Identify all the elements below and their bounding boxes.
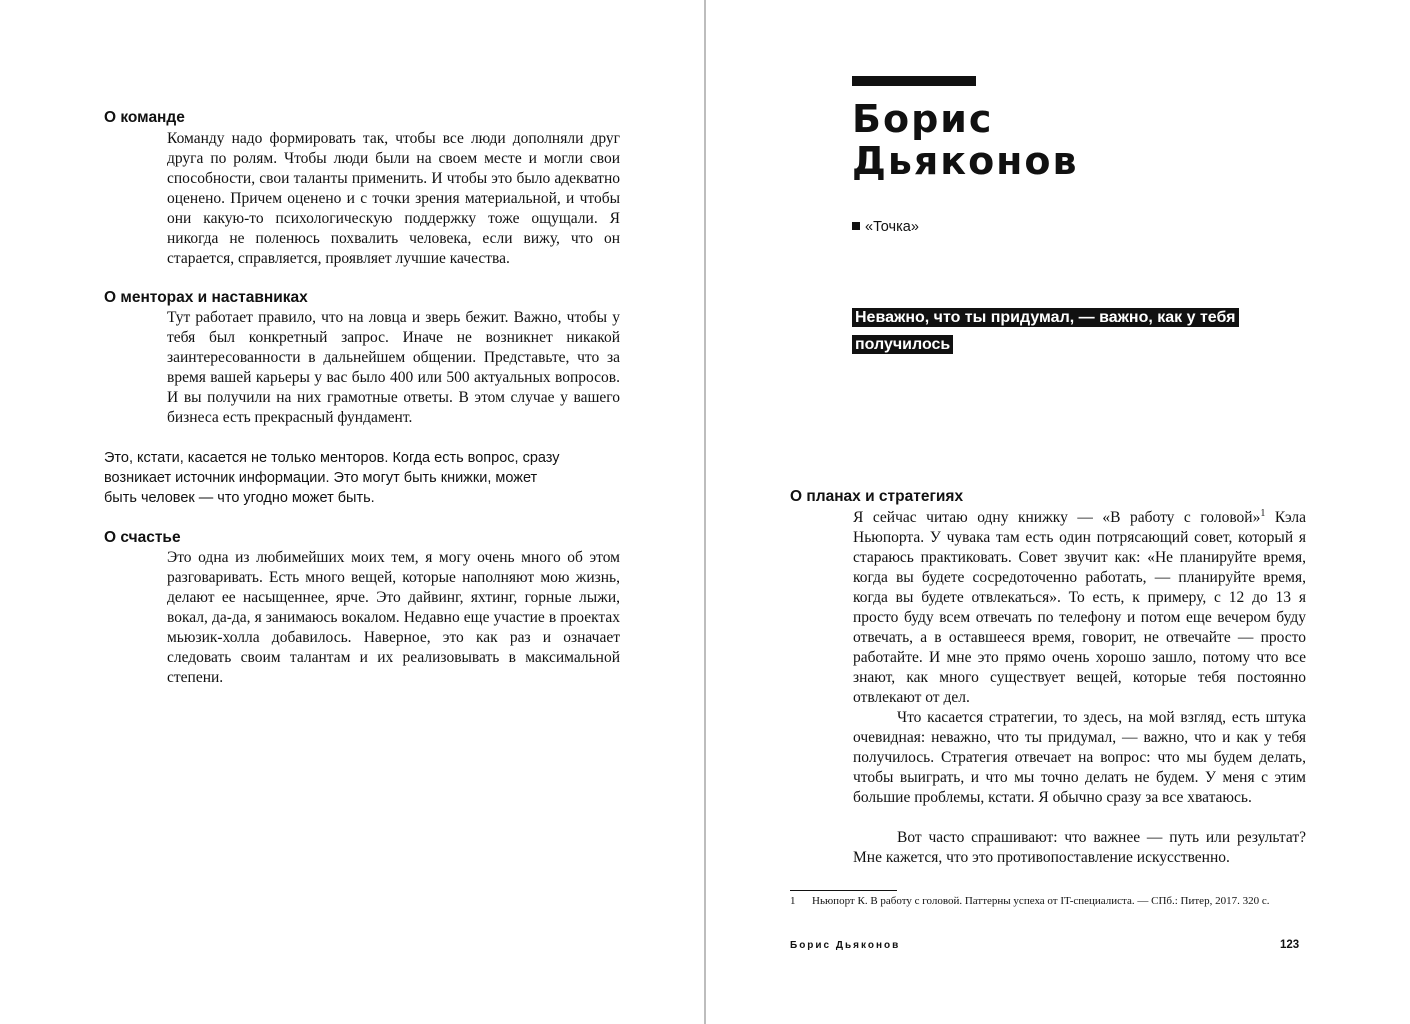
footnote-text: Ньюпорт К. В работу с головой. Паттерны успеха от IT-специалиста. — СПб.: Питер, 2017. 320 с. — [812, 895, 1270, 907]
paragraph-plans-1-start: Я сейчас читаю одну книжку — «В работу с головой» — [853, 509, 1261, 526]
company-name: «Точка» — [865, 219, 919, 235]
section-heading-plans: О планах и стратегиях — [790, 488, 964, 505]
person-name — [852, 98, 1079, 182]
right-page — [706, 0, 1410, 1024]
footnote-reference[interactable]: 1 — [1260, 507, 1266, 519]
company-label — [852, 218, 919, 236]
highlight-quote-text: Неважно, что ты придумал, — важно, как у тебя получилось — [852, 308, 1239, 354]
square-bullet-icon — [852, 222, 860, 230]
paragraph-plans-1 — [853, 508, 1306, 708]
section-text-happiness: Это одна из любимейших моих тем, я могу очень много об этом разговаривать. Есть много вещей, которые наполняют мою жизнь, делают ее насыщеннее, ярче. Это дайвинг, яхтинг, горные лыжи, вокал, да-да, я занимаюсь вокалом. Недавно еще участие в проектах мьюзик-холла добавилось. Наверное, это как раз и означает следовать своим талантам и их реализовывать в максимальной степени. — [167, 549, 620, 686]
standalone-paragraph: Это, кстати, касается не только менторов. Когда есть вопрос, сразу возникает источник информации. Это могут быть книжки, может быть человек — что угодно может быть. — [104, 450, 560, 506]
paragraph-plans-3: Вот часто спрашивают: что важнее — путь или результат? Мне кажется, что это противопоставление искусственно. — [853, 829, 1306, 866]
running-head: Борис Дьяконов — [790, 940, 901, 951]
section-heading-mentors: О менторах и наставниках — [104, 289, 308, 306]
section-text-mentors: Тут работает правило, что на ловца и зверь бежит. Важно, чтобы у тебя был конкретный запрос. Иначе не возникнет никакой заинтересованности в дальнейшем общении. Представьте, что за время вашей карьеры у вас было 400 или 500 актуальных вопросов. И вы получили на них грамотные ответы. В этом случае у вашего бизнеса есть прекрасный фундамент. — [167, 309, 620, 426]
paragraph-plans-2: Что касается стратегии, то здесь, на мой взгляд, есть штука очевидная: неважно, что ты придумал, — важно, что и как у тебя получилось. Стратегия отвечает на вопрос: что мы будем делать, чтобы выиграть, и что мы точно делать не будем. У меня с этим большие проблемы, кстати. Я обычно сразу за все хватаюсь. — [853, 709, 1306, 806]
left-page — [0, 0, 704, 1024]
person-first-name: Борис — [852, 97, 994, 141]
section-heading-happiness: О счастье — [104, 529, 181, 546]
highlight-quote — [852, 304, 1272, 358]
footnote-rule — [790, 890, 897, 891]
paragraph-plans-1-end: Кэла Ньюпорта. У чувака там есть один потрясающий совет, который я стараюсь практиковать. Совет звучит как: «Не планируйте время, когда вы будете сосредоточенно работать, — планируйте время, когда вы будете отвлекаться». То есть, к примеру, с 12 до 13 я просто буду всем отвечать по телефону и потом еще вечером буду отвечать, а в оставшееся время, говорит, не отвечайте — просто работайте. И мне это прямо очень хорошо зашло, потому что все знают, как много существует вещей, которые тебя постоянно отвлекают от дел. — [853, 509, 1306, 706]
section-heading-team: О команде — [104, 109, 185, 126]
footnote-number: 1 — [790, 895, 796, 907]
title-bar — [852, 76, 976, 86]
page-number: 123 — [1280, 939, 1300, 951]
section-text-team: Команду надо формировать так, чтобы все люди дополняли друг друга по ролям. Чтобы люди были на своем месте и могли свои способности, свои таланты применить. И чтобы это было адекватно оценено. Причем оценено и с точки зрения материальной, и чтобы они какую-то психологическую поддержку тоже ощущали. Я никогда не поленюсь похвалить человека, если вижу, что он старается, справляется, проявляет лучшие качества. — [167, 130, 620, 267]
footnote — [790, 894, 1310, 908]
person-last-name: Дьяконов — [852, 139, 1079, 183]
